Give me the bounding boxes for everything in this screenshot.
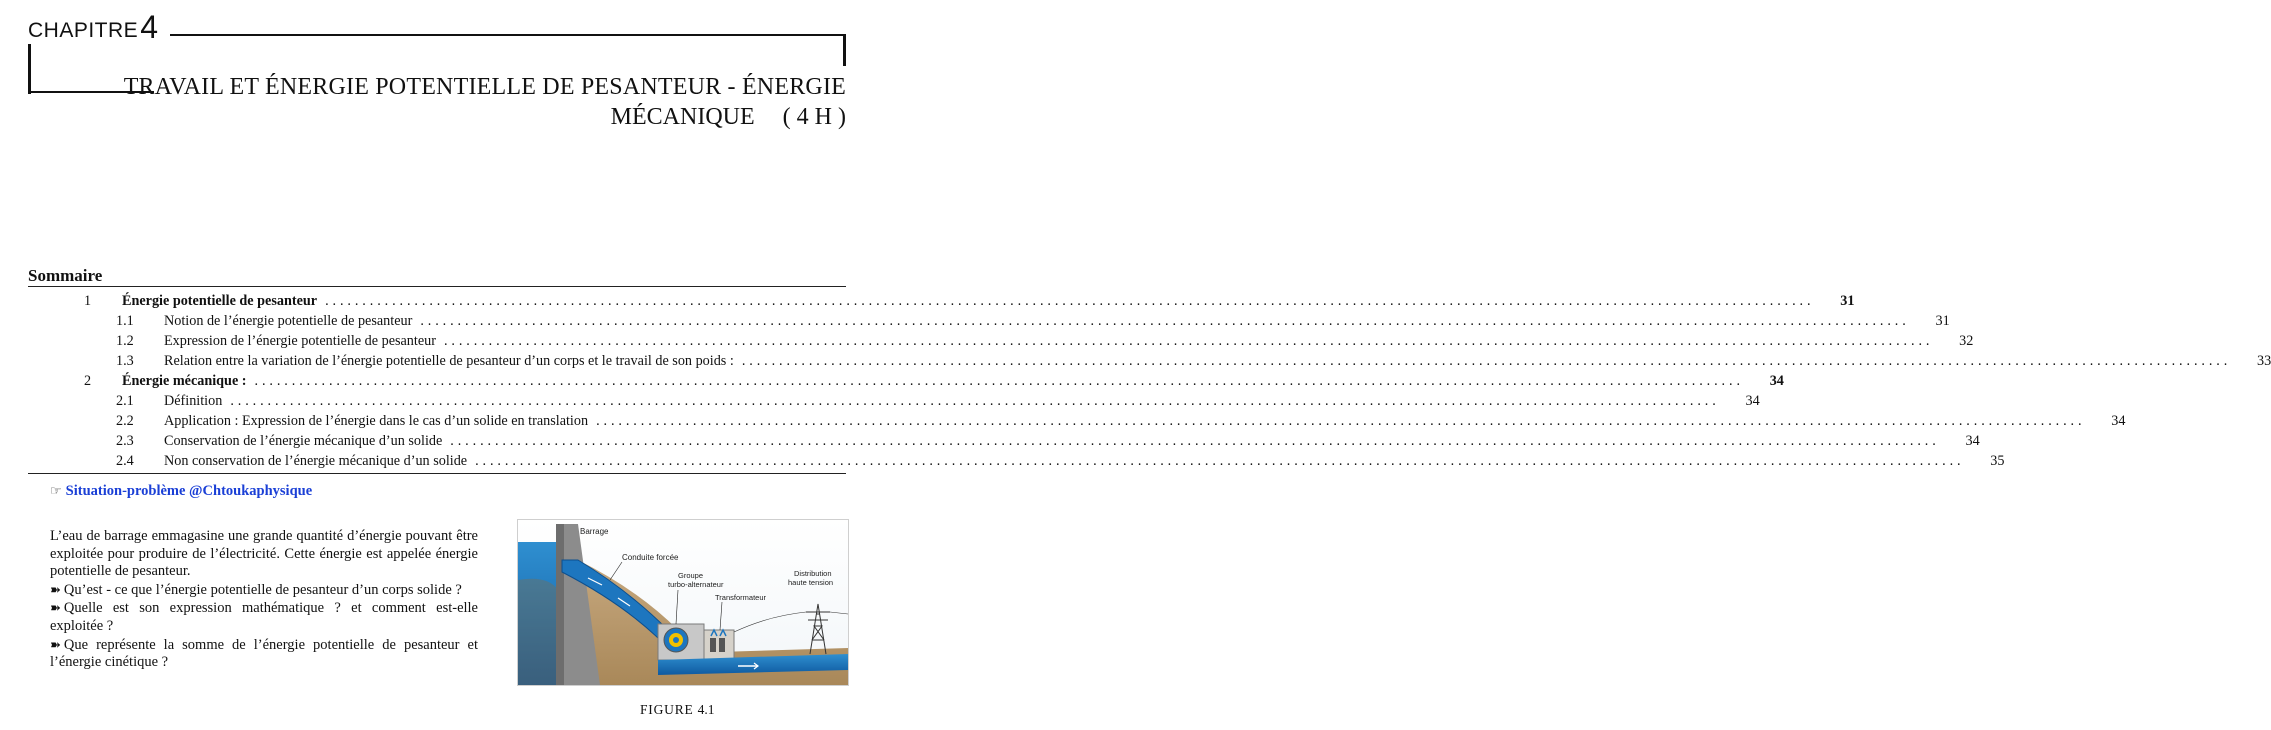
toc-number: 2.2 [116, 413, 134, 429]
toc-number: 2.3 [116, 433, 134, 449]
toc-title: Expression de l’énergie potentielle de pesanteur [164, 333, 436, 349]
toc-leader-dots: ........................................................................................................................................................................................................ [596, 413, 2086, 429]
toc-page-number: 31 [1840, 293, 1855, 309]
label-groupe-1: Groupe [678, 571, 704, 580]
situation-heading [50, 483, 312, 500]
toc-page-number: 34 [1745, 393, 1760, 409]
toc-number: 1.3 [116, 353, 134, 369]
label-barrage: Barrage [580, 527, 609, 536]
chapter-number: 4 [140, 9, 159, 45]
toc-number: 2.1 [116, 393, 134, 409]
toc-page-number: 32 [1959, 333, 1974, 349]
chapter-label-text: CHAPITRE [28, 19, 139, 42]
toc-page-number: 34 [1769, 373, 1784, 389]
toc-title: Énergie mécanique : [122, 373, 247, 389]
chapter-top-rule [170, 34, 846, 36]
figure-caption-word: FIGURE [640, 702, 694, 717]
toc-leader-dots: ........................................................................................................................................................................................................ [420, 313, 1910, 329]
feathered-arrow-icon: ➽ [50, 581, 61, 597]
toc-number: 2 [84, 373, 92, 389]
toc-subsection-row[interactable] [28, 311, 1950, 331]
pointing-hand-icon: ☞ [50, 483, 62, 498]
toc-page-number: 31 [1935, 313, 1950, 329]
dam-illustration [517, 519, 849, 686]
toc-leader-dots: ........................................................................................................................................................................................................ [230, 393, 1720, 409]
situation-text [50, 528, 478, 672]
toc-leader-dots: ........................................................................................................................................................................................................ [325, 293, 1815, 309]
toc-title: Définition [164, 393, 223, 409]
toc-title: Notion de l’énergie potentielle de pesanteur [164, 313, 413, 329]
question-item [50, 636, 478, 672]
toc-subsection-row[interactable] [28, 431, 1980, 451]
chapter-title-line1: TRAVAIL ET ÉNERGIE POTENTIELLE DE PESANTEUR - ÉNERGIE [123, 74, 846, 100]
toc-leader-dots: ........................................................................................................................................................................................................ [475, 453, 1965, 469]
toc-page-number: 34 [1965, 433, 1980, 449]
sommaire-bottom-rule [28, 473, 846, 474]
toc-page-number: 33 [2257, 353, 2271, 369]
label-distribution-2: haute tension [788, 578, 834, 587]
toc-section-row[interactable] [28, 291, 1855, 311]
toc-number: 1 [84, 293, 92, 309]
toc-subsection-row[interactable] [28, 411, 2126, 431]
toc-title: Conservation de l’énergie mécanique d’un solide [164, 433, 443, 449]
question-item [50, 581, 478, 600]
chapter-right-bar [843, 34, 846, 66]
toc-page-number: 34 [2111, 413, 2126, 429]
label-distribution-1: Distribution [794, 569, 832, 578]
chapter-title-word: MÉCANIQUE [610, 104, 755, 130]
label-transformateur: Transformateur [715, 593, 766, 602]
chapter-label [28, 8, 158, 45]
figure-caption [640, 702, 714, 718]
toc-number: 1.1 [116, 313, 134, 329]
toc-title: Non conservation de l’énergie mécanique d’un solide [164, 453, 468, 469]
feathered-arrow-icon: ➽ [50, 600, 61, 616]
toc-number: 1.2 [116, 333, 134, 349]
chapter-hours: ( 4 H ) [782, 104, 846, 130]
figure-caption-number: 4.1 [697, 702, 715, 717]
question-text: Qu’est - ce que l’énergie potentielle de pesanteur d’un corps solide ? [63, 581, 462, 598]
toc-title: Application : Expression de l’énergie dans le cas d’un solide en translation [164, 413, 589, 429]
situation-title[interactable]: Situation-problème @Chtoukaphysique [65, 483, 313, 499]
toc-subsection-row[interactable] [28, 451, 2005, 471]
question-text: Quelle est son expression mathématique ? et comment est-elle exploitée ? [50, 600, 478, 634]
feathered-arrow-icon: ➽ [50, 636, 61, 652]
label-conduite: Conduite forcée [622, 553, 679, 562]
toc-leader-dots: ........................................................................................................................................................................................................ [450, 433, 1940, 449]
dam-diagram-svg [518, 520, 848, 685]
sommaire-top-rule [28, 286, 846, 287]
toc-section-row[interactable] [28, 371, 1784, 391]
toc-subsection-row[interactable] [28, 351, 2271, 371]
table-of-contents [28, 291, 2271, 471]
situation-intro: L’eau de barrage emmagasine une grande quantité d’énergie pouvant être exploitée pour produire de l’électricité. Cette énergie est appelée énergie potentielle de pesanteur. [50, 528, 478, 580]
question-item [50, 599, 478, 635]
toc-subsection-row[interactable] [28, 331, 1974, 351]
toc-page-number: 35 [1990, 453, 2005, 469]
toc-subsection-row[interactable] [28, 391, 1760, 411]
toc-leader-dots: ........................................................................................................................................................................................................ [741, 353, 2232, 369]
toc-title: Énergie potentielle de pesanteur [122, 293, 318, 309]
toc-number: 2.4 [116, 453, 134, 469]
chapter-title-line2 [611, 104, 846, 131]
label-groupe-2: turbo-alternateur [668, 580, 724, 589]
sommaire-title: Sommaire [28, 266, 103, 285]
toc-leader-dots: ........................................................................................................................................................................................................ [443, 333, 1934, 349]
toc-leader-dots: ........................................................................................................................................................................................................ [254, 373, 1744, 389]
toc-title: Relation entre la variation de l’énergie potentielle de pesanteur d’un corps et le travail de son poids : [164, 353, 734, 369]
chapter-left-bar [28, 44, 31, 94]
question-text: Que représente la somme de l’énergie potentielle de pesanteur et l’énergie cinétique ? [50, 636, 478, 671]
